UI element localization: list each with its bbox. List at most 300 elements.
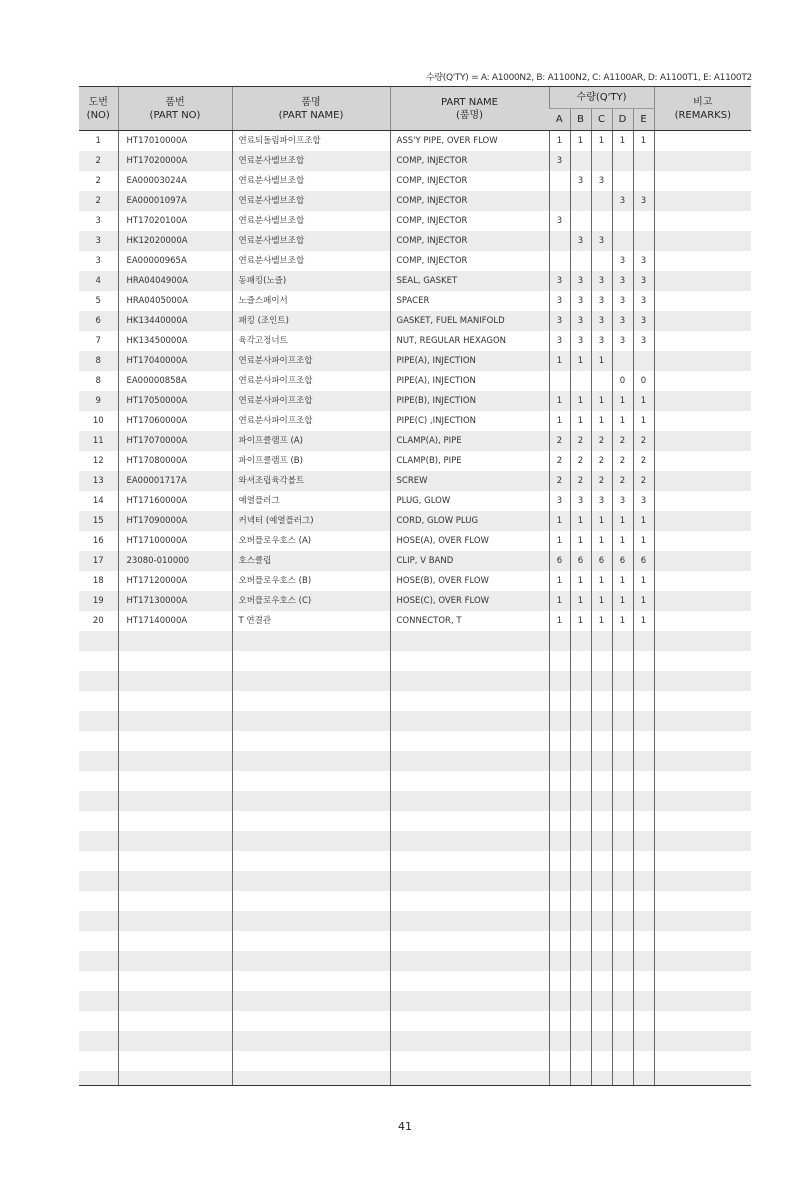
cell-name-ko: 연료분사파이프조합 — [232, 371, 390, 391]
cell-name-ko: 예열플러그 — [232, 491, 390, 511]
cell-qty-a — [549, 911, 570, 931]
header-remarks-en: (REMARKS) — [674, 109, 731, 121]
cell-qty-e: 1 — [633, 611, 654, 631]
empty-table-row — [79, 631, 751, 651]
cell-qty-c — [591, 971, 612, 991]
cell-name-en — [390, 671, 549, 691]
cell-qty-e — [633, 771, 654, 791]
cell-qty-b — [570, 1071, 591, 1086]
cell-qty-a — [549, 931, 570, 951]
cell-no: 15 — [79, 511, 118, 531]
cell-part-no: HK13440000A — [118, 311, 232, 331]
cell-remarks — [654, 131, 751, 152]
cell-part-no — [118, 871, 232, 891]
cell-remarks — [654, 391, 751, 411]
cell-name-en: PIPE(B), INJECTION — [390, 391, 549, 411]
table-row — [79, 331, 751, 351]
empty-table-row — [79, 651, 751, 671]
cell-qty-d — [612, 651, 633, 671]
cell-qty-d: 2 — [612, 471, 633, 491]
header-no-en: (NO) — [86, 109, 110, 121]
cell-name-en: PIPE(A), INJECTION — [390, 371, 549, 391]
cell-remarks — [654, 471, 751, 491]
cell-remarks — [654, 311, 751, 331]
cell-qty-e — [633, 151, 654, 171]
cell-qty-a — [549, 791, 570, 811]
cell-qty-c: 2 — [591, 431, 612, 451]
cell-name-ko — [232, 971, 390, 991]
cell-part-no: HT17100000A — [118, 531, 232, 551]
cell-name-en — [390, 631, 549, 651]
cell-qty-a: 2 — [549, 451, 570, 471]
cell-part-no — [118, 891, 232, 911]
cell-qty-e — [633, 651, 654, 671]
cell-name-ko — [232, 791, 390, 811]
cell-no — [79, 851, 118, 871]
cell-name-en — [390, 811, 549, 831]
cell-name-ko — [232, 831, 390, 851]
cell-qty-c — [591, 1071, 612, 1086]
cell-qty-b: 3 — [570, 271, 591, 291]
cell-remarks — [654, 151, 751, 171]
cell-remarks — [654, 871, 751, 891]
cell-qty-d — [612, 991, 633, 1011]
cell-qty-b — [570, 851, 591, 871]
cell-part-no — [118, 631, 232, 651]
cell-qty-e — [633, 791, 654, 811]
cell-qty-b — [570, 951, 591, 971]
cell-qty-e: 1 — [633, 131, 654, 152]
cell-qty-e — [633, 691, 654, 711]
cell-qty-c — [591, 151, 612, 171]
cell-qty-b: 1 — [570, 531, 591, 551]
cell-remarks — [654, 771, 751, 791]
cell-no — [79, 1031, 118, 1051]
table-row — [79, 511, 751, 531]
cell-qty-c — [591, 1031, 612, 1051]
cell-qty-d: 3 — [612, 491, 633, 511]
cell-qty-b — [570, 931, 591, 951]
cell-qty-c — [591, 191, 612, 211]
cell-remarks — [654, 611, 751, 631]
cell-name-en — [390, 691, 549, 711]
empty-table-row — [79, 791, 751, 811]
empty-table-row — [79, 911, 751, 931]
cell-qty-c: 2 — [591, 451, 612, 471]
cell-qty-a — [549, 871, 570, 891]
cell-qty-a — [549, 811, 570, 831]
cell-name-ko: 연료분사밸브조합 — [232, 251, 390, 271]
cell-qty-d: 1 — [612, 591, 633, 611]
cell-name-en: SPACER — [390, 291, 549, 311]
cell-qty-c — [591, 751, 612, 771]
cell-qty-c — [591, 931, 612, 951]
cell-qty-d — [612, 231, 633, 251]
cell-remarks — [654, 911, 751, 931]
cell-no — [79, 631, 118, 651]
cell-qty-c: 2 — [591, 471, 612, 491]
cell-qty-c — [591, 671, 612, 691]
cell-qty-d: 1 — [612, 411, 633, 431]
cell-name-en — [390, 1011, 549, 1031]
cell-no: 19 — [79, 591, 118, 611]
cell-qty-c — [591, 711, 612, 731]
cell-qty-e: 3 — [633, 491, 654, 511]
cell-remarks — [654, 551, 751, 571]
cell-no — [79, 1051, 118, 1071]
cell-qty-d — [612, 631, 633, 651]
cell-qty-a — [549, 371, 570, 391]
cell-remarks — [654, 411, 751, 431]
table-body — [79, 131, 751, 1086]
cell-qty-c: 1 — [591, 571, 612, 591]
cell-qty-d: 6 — [612, 551, 633, 571]
cell-qty-d — [612, 171, 633, 191]
cell-name-ko — [232, 811, 390, 831]
cell-name-ko: 연료분사파이프조합 — [232, 411, 390, 431]
cell-qty-a: 1 — [549, 571, 570, 591]
cell-name-en: COMP, INJECTOR — [390, 211, 549, 231]
cell-qty-a — [549, 251, 570, 271]
cell-remarks — [654, 711, 751, 731]
cell-name-en: CLIP, V BAND — [390, 551, 549, 571]
cell-qty-a — [549, 771, 570, 791]
cell-remarks — [654, 351, 751, 371]
cell-name-ko: 연료분사파이프조합 — [232, 351, 390, 371]
cell-remarks — [654, 1051, 751, 1071]
cell-part-no — [118, 1011, 232, 1031]
cell-no: 13 — [79, 471, 118, 491]
cell-qty-e: 3 — [633, 291, 654, 311]
cell-qty-e — [633, 811, 654, 831]
cell-qty-b — [570, 191, 591, 211]
cell-name-ko: 연료분사파이프조합 — [232, 391, 390, 411]
cell-qty-e — [633, 911, 654, 931]
cell-qty-c: 1 — [591, 591, 612, 611]
cell-name-ko: 육각고정너트 — [232, 331, 390, 351]
cell-name-ko — [232, 631, 390, 651]
cell-qty-a: 2 — [549, 431, 570, 451]
cell-qty-c — [591, 851, 612, 871]
cell-name-en: PIPE(A), INJECTION — [390, 351, 549, 371]
cell-qty-c: 3 — [591, 491, 612, 511]
cell-name-en — [390, 651, 549, 671]
header-qty-d: D — [612, 109, 633, 131]
table-row — [79, 431, 751, 451]
cell-name-ko: 동패킹(노즐) — [232, 271, 390, 291]
cell-part-no: HT17140000A — [118, 611, 232, 631]
cell-name-en: ASS'Y PIPE, OVER FLOW — [390, 131, 549, 152]
cell-qty-a — [549, 711, 570, 731]
cell-name-en: COMP, INJECTOR — [390, 191, 549, 211]
cell-qty-e — [633, 891, 654, 911]
empty-table-row — [79, 851, 751, 871]
cell-remarks — [654, 971, 751, 991]
cell-qty-c: 1 — [591, 611, 612, 631]
cell-qty-c — [591, 891, 612, 911]
cell-no — [79, 691, 118, 711]
cell-no: 18 — [92, 576, 104, 586]
cell-name-en — [390, 731, 549, 751]
cell-qty-d: 3 — [612, 191, 633, 211]
cell-qty-a — [549, 691, 570, 711]
header-part-name-en: PART NAME — [440, 96, 498, 108]
cell-qty-e: 1 — [633, 391, 654, 411]
cell-qty-e: 1 — [633, 511, 654, 531]
cell-qty-d — [612, 771, 633, 791]
cell-part-no — [118, 831, 232, 851]
cell-qty-d — [612, 671, 633, 691]
cell-part-no: EA00000965A — [118, 251, 232, 271]
table-row — [79, 551, 751, 571]
cell-qty-b — [570, 871, 591, 891]
cell-qty-e: 3 — [633, 311, 654, 331]
cell-name-ko — [232, 851, 390, 871]
cell-qty-e — [633, 671, 654, 691]
cell-name-en — [390, 711, 549, 731]
cell-qty-c — [591, 731, 612, 751]
cell-qty-b: 6 — [570, 551, 591, 571]
cell-qty-a: 1 — [549, 611, 570, 631]
cell-name-en: COMP, INJECTOR — [390, 171, 549, 191]
cell-no — [79, 891, 118, 911]
cell-remarks — [654, 291, 751, 311]
cell-name-ko: 연료분사밸브조합 — [232, 151, 390, 171]
header-no-ko: 도번 — [88, 96, 108, 108]
cell-qty-a: 3 — [549, 331, 570, 351]
cell-qty-d — [612, 951, 633, 971]
cell-qty-c — [591, 631, 612, 651]
cell-part-no: EA00000858A — [118, 371, 232, 391]
cell-no: 3 — [95, 256, 101, 266]
cell-qty-e — [633, 1011, 654, 1031]
cell-qty-b: 3 — [570, 331, 591, 351]
empty-table-row — [79, 711, 751, 731]
cell-part-no: HT17060000A — [118, 411, 232, 431]
cell-name-ko: 패킹 (조인트) — [232, 311, 390, 331]
cell-qty-e: 0 — [633, 371, 654, 391]
cell-name-ko: 커넥터 (예열플러그) — [232, 511, 390, 531]
cell-qty-b — [570, 211, 591, 231]
cell-name-ko — [232, 871, 390, 891]
cell-qty-c: 1 — [591, 531, 612, 551]
cell-name-en: PLUG, GLOW — [390, 491, 549, 511]
header-name-ko — [232, 87, 390, 131]
cell-name-ko — [232, 711, 390, 731]
cell-qty-c — [591, 871, 612, 891]
cell-qty-a — [549, 891, 570, 911]
empty-table-row — [79, 1071, 751, 1086]
header-no — [79, 87, 118, 131]
cell-qty-b — [570, 1011, 591, 1031]
cell-qty-d: 3 — [612, 331, 633, 351]
cell-name-en: CLAMP(A), PIPE — [390, 431, 549, 451]
cell-qty-b: 3 — [570, 291, 591, 311]
empty-table-row — [79, 831, 751, 851]
cell-name-ko: 연료분사밸브조합 — [232, 171, 390, 191]
cell-name-ko — [232, 751, 390, 771]
cell-qty-e: 3 — [633, 251, 654, 271]
cell-qty-d — [612, 791, 633, 811]
cell-no: 9 — [79, 391, 118, 411]
cell-qty-d — [612, 851, 633, 871]
header-qty-b: B — [570, 109, 591, 131]
cell-remarks — [654, 751, 751, 771]
cell-no: 16 — [92, 536, 104, 546]
table-row — [79, 231, 751, 251]
cell-no: 3 — [95, 216, 101, 226]
cell-remarks — [654, 851, 751, 871]
cell-qty-b — [570, 751, 591, 771]
cell-qty-b — [570, 711, 591, 731]
cell-no — [79, 1011, 118, 1031]
cell-name-ko: T 연결관 — [232, 611, 390, 631]
table-row — [79, 251, 751, 271]
cell-part-no: HT17130000A — [118, 591, 232, 611]
table-row — [79, 211, 751, 231]
cell-part-no — [118, 1071, 232, 1086]
cell-qty-d — [612, 211, 633, 231]
header-name-ko-label: 품명 — [301, 96, 321, 108]
table-row — [79, 391, 751, 411]
cell-qty-a: 1 — [549, 351, 570, 371]
cell-qty-a — [549, 991, 570, 1011]
cell-part-no — [118, 1051, 232, 1071]
cell-no: 4 — [79, 271, 118, 291]
cell-no — [79, 951, 118, 971]
cell-part-no — [118, 651, 232, 671]
cell-remarks — [654, 951, 751, 971]
cell-qty-d — [612, 931, 633, 951]
cell-remarks — [654, 451, 751, 471]
cell-name-ko: 오버플로우호스 (B) — [232, 571, 390, 591]
cell-no: 5 — [95, 296, 101, 306]
cell-qty-b — [570, 371, 591, 391]
cell-qty-c — [591, 1011, 612, 1031]
cell-part-no: HT17050000A — [118, 391, 232, 411]
cell-qty-e — [633, 831, 654, 851]
cell-qty-b — [570, 891, 591, 911]
cell-part-no — [118, 791, 232, 811]
cell-remarks — [654, 431, 751, 451]
cell-part-no: HT17020000A — [118, 151, 232, 171]
cell-qty-d: 1 — [612, 611, 633, 631]
cell-qty-a: 3 — [549, 291, 570, 311]
table-row — [79, 171, 751, 191]
cell-qty-c — [591, 691, 612, 711]
cell-qty-e: 1 — [633, 411, 654, 431]
cell-qty-b — [570, 771, 591, 791]
cell-part-no — [118, 1031, 232, 1051]
cell-no: 17 — [79, 551, 118, 571]
cell-qty-d — [612, 691, 633, 711]
cell-name-en — [390, 771, 549, 791]
cell-remarks — [654, 1011, 751, 1031]
cell-no — [79, 771, 118, 791]
empty-table-row — [79, 691, 751, 711]
cell-qty-d — [612, 1031, 633, 1051]
cell-name-ko — [232, 691, 390, 711]
cell-part-no: HK13450000A — [118, 331, 232, 351]
table-row — [79, 571, 751, 591]
cell-qty-d — [612, 711, 633, 731]
cell-qty-e: 3 — [633, 271, 654, 291]
cell-name-ko — [232, 731, 390, 751]
cell-qty-d — [612, 891, 633, 911]
cell-no: 14 — [92, 496, 104, 506]
cell-qty-e: 2 — [633, 471, 654, 491]
cell-qty-c — [591, 831, 612, 851]
cell-remarks — [654, 491, 751, 511]
cell-qty-a: 1 — [549, 591, 570, 611]
cell-qty-a: 2 — [549, 471, 570, 491]
cell-part-no: HT17020100A — [118, 211, 232, 231]
cell-qty-a: 6 — [549, 551, 570, 571]
cell-qty-a: 3 — [549, 151, 570, 171]
cell-qty-c — [591, 651, 612, 671]
empty-table-row — [79, 751, 751, 771]
empty-table-row — [79, 871, 751, 891]
cell-part-no: HT17040000A — [118, 351, 232, 371]
cell-name-en: COMP, INJECTOR — [390, 151, 549, 171]
cell-name-ko — [232, 651, 390, 671]
cell-no — [79, 911, 118, 931]
cell-name-en — [390, 931, 549, 951]
cell-qty-e — [633, 1071, 654, 1086]
cell-qty-e: 6 — [633, 551, 654, 571]
cell-qty-b: 1 — [570, 391, 591, 411]
cell-part-no: HRA0404900A — [118, 271, 232, 291]
cell-name-ko: 노즐스페이서 — [232, 291, 390, 311]
qty-model-legend: 수량(Q'TY) = A: A1000N2, B: A1100N2, C: A1100AR, D: A1100T1, E: A1100T2 — [425, 73, 752, 83]
cell-name-en — [390, 991, 549, 1011]
cell-qty-e — [633, 351, 654, 371]
header-qty-e: E — [633, 109, 654, 131]
cell-part-no: HT17080000A — [118, 451, 232, 471]
cell-qty-e — [633, 951, 654, 971]
cell-qty-d: 3 — [612, 271, 633, 291]
cell-qty-b — [570, 831, 591, 851]
cell-qty-c: 3 — [591, 271, 612, 291]
cell-name-en: SEAL, GASKET — [390, 271, 549, 291]
cell-remarks — [654, 191, 751, 211]
cell-qty-c: 1 — [591, 351, 612, 371]
table-row — [79, 591, 751, 611]
cell-name-en: GASKET, FUEL MANIFOLD — [390, 311, 549, 331]
cell-qty-d — [612, 1051, 633, 1071]
cell-no: 1 — [95, 136, 101, 146]
cell-part-no: HT17120000A — [118, 571, 232, 591]
cell-qty-c: 3 — [591, 311, 612, 331]
cell-remarks — [654, 371, 751, 391]
cell-qty-a — [549, 751, 570, 771]
cell-qty-b: 1 — [570, 511, 591, 531]
cell-qty-b: 3 — [570, 311, 591, 331]
cell-remarks — [654, 731, 751, 751]
empty-table-row — [79, 971, 751, 991]
cell-qty-a — [549, 231, 570, 251]
cell-name-ko: 오버플로우호스 (A) — [232, 531, 390, 551]
empty-table-row — [79, 951, 751, 971]
cell-remarks — [654, 891, 751, 911]
cell-name-en — [390, 1051, 549, 1071]
cell-qty-b — [570, 811, 591, 831]
cell-qty-b — [570, 651, 591, 671]
parts-table — [79, 86, 751, 1086]
cell-name-ko: 연료분사밸브조합 — [232, 211, 390, 231]
cell-qty-b: 2 — [570, 471, 591, 491]
table-row — [79, 531, 751, 551]
